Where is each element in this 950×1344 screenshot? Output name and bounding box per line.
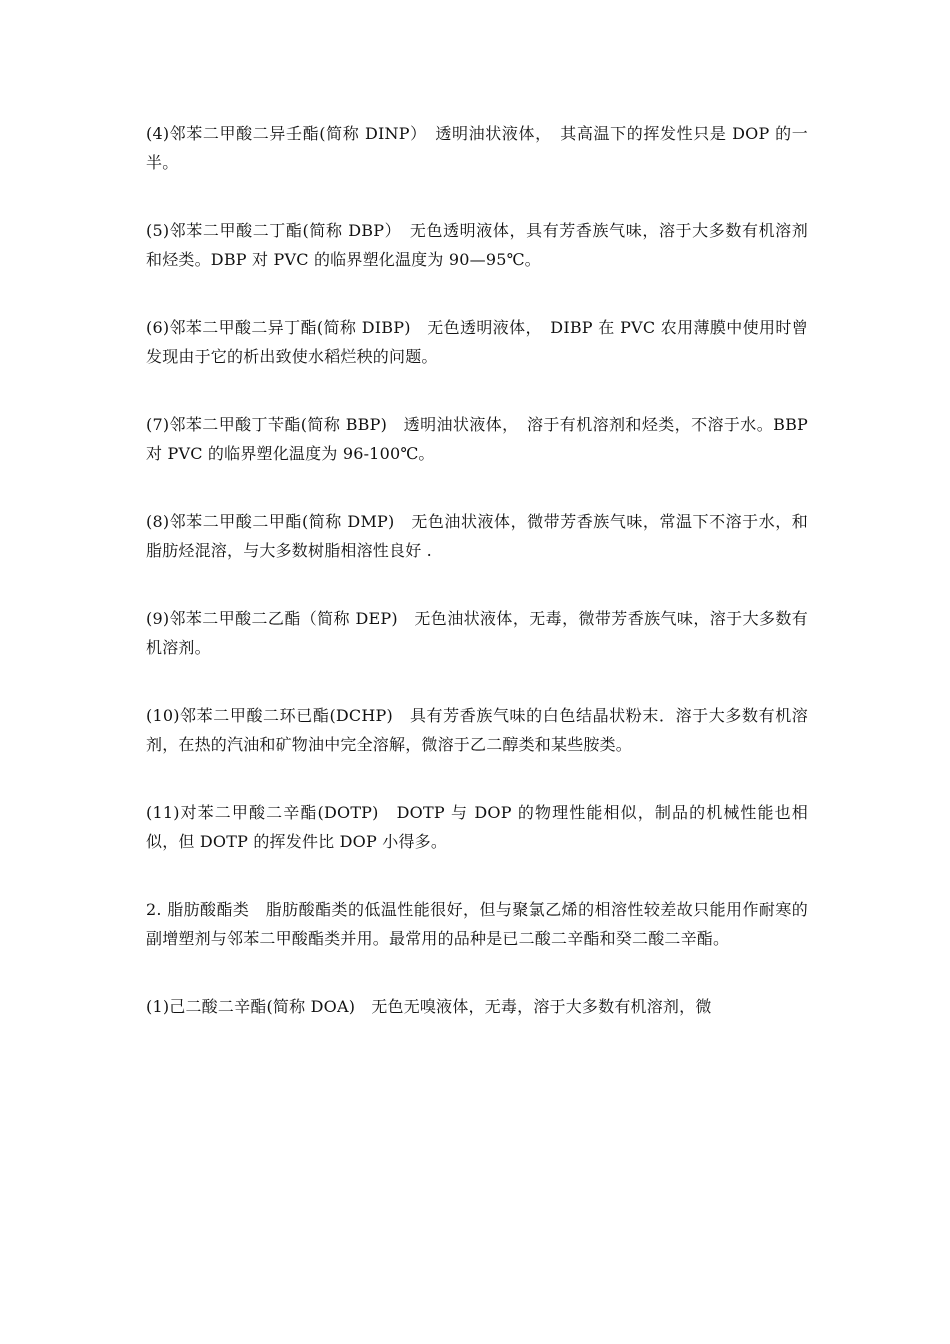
paragraph-dinp: (4)邻苯二甲酸二异壬酯(简称 DINP） 透明油状液体， 其高温下的挥发性只是 DOP 的一半。 bbox=[146, 124, 808, 172]
paragraph-doa: (1)己二酸二辛酯(简称 DOA) 无色无嗅液体，无毒，溶于大多数有机溶剂，微 bbox=[146, 997, 712, 1016]
paragraph-dep: (9)邻苯二甲酸二乙酯（简称 DEP) 无色油状液体，无毒，微带芳香族气味，溶于大多数有机溶剂。 bbox=[146, 609, 808, 657]
paragraph-dbp: (5)邻苯二甲酸二丁酯(简称 DBP） 无色透明液体，具有芳香族气味，溶于大多数有机溶剂和烃类。DBP 对 PVC 的临界塑化温度为 90—95℃。 bbox=[146, 221, 808, 269]
paragraph-fatty-acid-esters: 2. 脂肪酸酯类 脂肪酸酯类的低温性能很好，但与聚氯乙烯的相溶性较差故只能用作耐寒的副增塑剂与邻苯二甲酸酯类并用。最常用的品种是已二酸二辛酯和癸二酸二辛酯。 bbox=[146, 900, 808, 948]
paragraph-dmp: (8)邻苯二甲酸二甲酯(简称 DMP) 无色油状液体，微带芳香族气味，常温下不溶于水，和脂肪烃混溶，与大多数树脂相溶性良好 . bbox=[146, 512, 808, 560]
paragraph-dchp: (10)邻苯二甲酸二环已酯(DCHP) 具有芳香族气味的白色结晶状粉末．溶于大多数有机溶剂，在热的汽油和矿物油中完全溶解，微溶于乙二醇类和某些胺类。 bbox=[146, 706, 808, 754]
paragraph-dotp: (11)对苯二甲酸二辛酯(DOTP) DOTP 与 DOP 的物理性能相似，制品的机械性能也相似，但 DOTP 的挥发件比 DOP 小得多。 bbox=[146, 803, 808, 851]
paragraph-bbp: (7)邻苯二甲酸丁苄酯(简称 BBP) 透明油状液体， 溶于有机溶剂和烃类，不溶于水。BBP 对 PVC 的临界塑化温度为 96-100℃。 bbox=[146, 415, 808, 463]
paragraph-dibp: (6)邻苯二甲酸二异丁酯(简称 DIBP) 无色透明液体， DIBP 在 PVC 农用薄膜中使用时曾发现由于它的析出致使水稻烂秧的问题。 bbox=[146, 318, 808, 366]
document-body bbox=[146, 119, 808, 1060]
